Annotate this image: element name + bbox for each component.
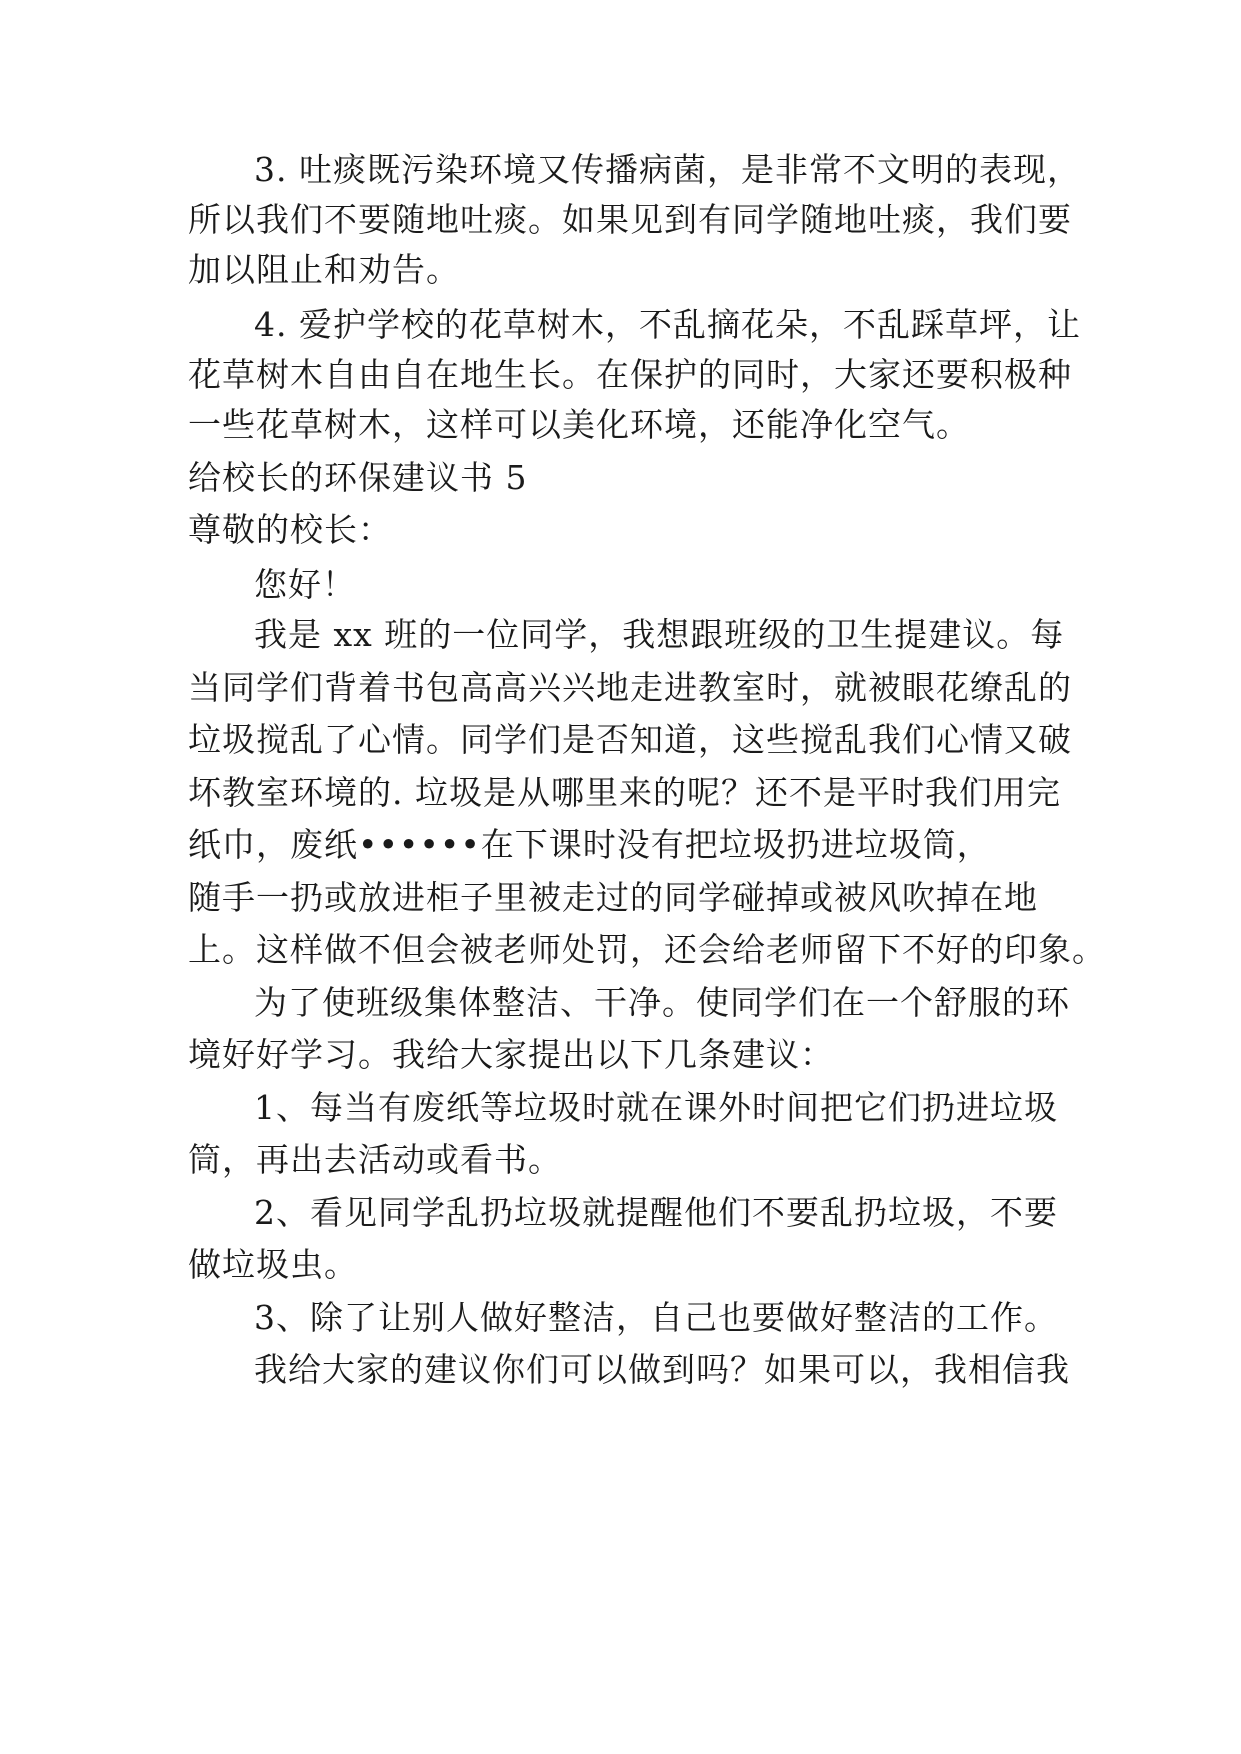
text-line-16: 上。这样做不但会被老师处罚，还会给老师留下不好的印象。 (188, 930, 1106, 969)
text-line-15: 随手一扔或放进柜子里被走过的同学碰掉或被风吹掉在地 (188, 878, 1038, 917)
text-line-17: 为了使班级集体整洁、干净。使同学们在一个舒服的环 (254, 983, 1070, 1022)
section-heading: 给校长的环保建议书 5 (188, 458, 528, 497)
greeting: 您好！ (254, 565, 356, 604)
text-line-19: 1、每当有废纸等垃圾时就在课外时间把它们扔进垃圾 (254, 1088, 1058, 1127)
text-line-12: 垃圾搅乱了心情。同学们是否知道，这些搅乱我们心情又破 (188, 720, 1072, 759)
text-line-10: 我是 xx 班的一位同学，我想跟班级的卫生提建议。每 (254, 615, 1065, 654)
text-line-11: 当同学们背着书包高高兴兴地走进教室时，就被眼花缭乱的 (188, 668, 1072, 707)
text-line-4: 4. 爱护学校的花草树木，不乱摘花朵，不乱踩草坪，让 (254, 305, 1081, 344)
text-line-23: 3、除了让别人做好整洁，自己也要做好整洁的工作。 (254, 1298, 1058, 1337)
text-line-13: 坏教室环境的. 垃圾是从哪里来的呢？还不是平时我们用完 (188, 773, 1061, 812)
text-line-21: 2、看见同学乱扔垃圾就提醒他们不要乱扔垃圾，不要 (254, 1193, 1058, 1232)
text-line-14: 纸巾，废纸••••••在下课时没有把垃圾扔进垃圾筒， (188, 825, 991, 864)
text-line-6: 一些花草树木，这样可以美化环境，还能净化空气。 (188, 405, 970, 444)
salutation: 尊敬的校长： (188, 510, 392, 549)
text-line-20: 筒，再出去活动或看书。 (188, 1140, 562, 1179)
text-line-2: 所以我们不要随地吐痰。如果见到有同学随地吐痰，我们要 (188, 200, 1072, 239)
text-line-18: 境好好学习。我给大家提出以下几条建议： (188, 1035, 834, 1074)
text-line-5: 花草树木自由自在地生长。在保护的同时，大家还要积极种 (188, 355, 1072, 394)
text-line-3: 加以阻止和劝告。 (188, 250, 460, 289)
text-line-24: 我给大家的建议你们可以做到吗？如果可以，我相信我 (254, 1350, 1070, 1389)
text-line-22: 做垃圾虫。 (188, 1245, 358, 1284)
text-line-1: 3. 吐痰既污染环境又传播病菌，是非常不文明的表现， (254, 150, 1081, 189)
